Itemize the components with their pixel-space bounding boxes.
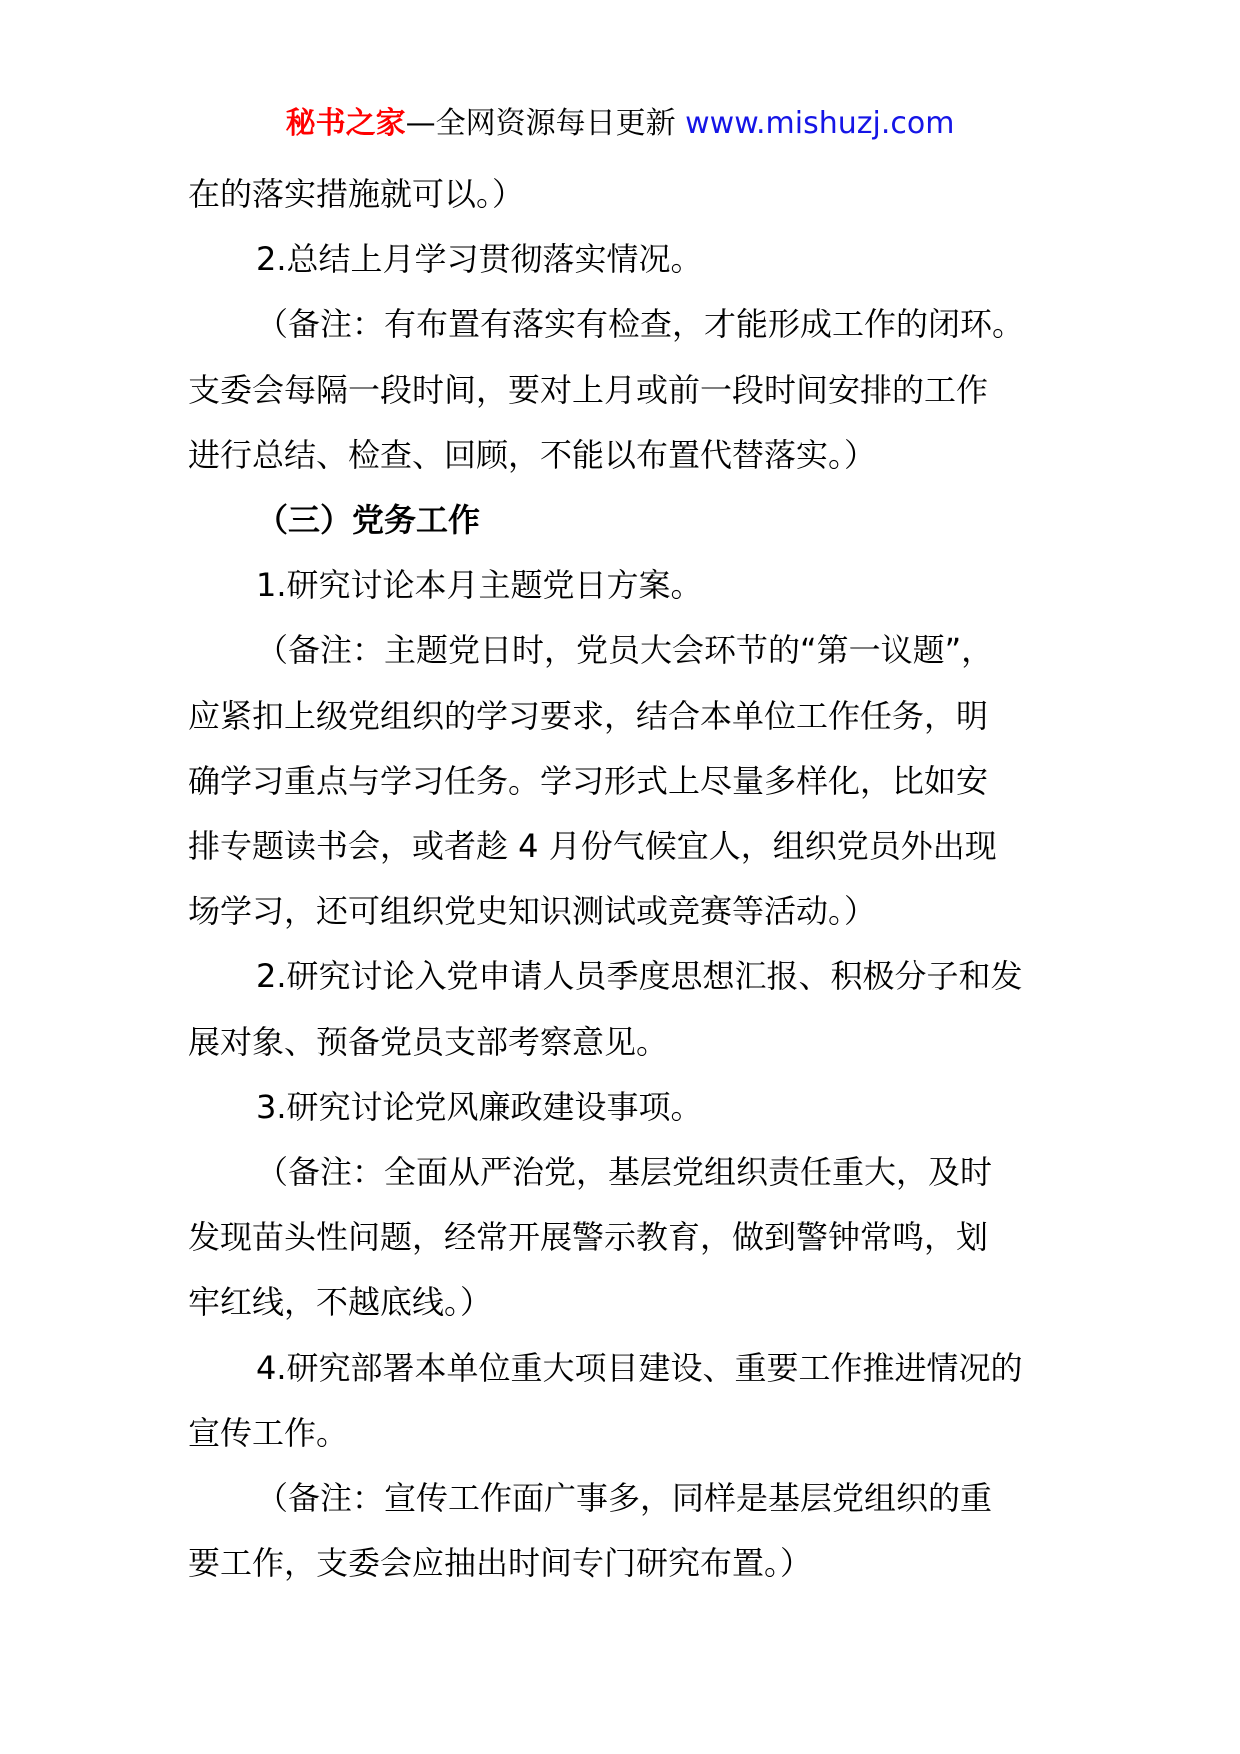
document-body <box>188 162 1068 1596</box>
text-line: 2.研究讨论入党申请人员季度思想汇报、积极分子和发 <box>256 957 1023 996</box>
text-line: 4.研究部署本单位重大项目建设、重要工作推进情况的 <box>256 1348 1023 1387</box>
text-line: 要工作，支委会应抽出时间专门研究布置。） <box>188 1544 813 1583</box>
text-line: 展对象、预备党员支部考察意见。 <box>188 1022 669 1061</box>
text-line: （备注：有布置有落实有检查，才能形成工作的闭环。 <box>256 305 1025 344</box>
text-line: 排专题读书会，或者趁 4 月份气候宜人，组织党员外出现 <box>188 827 997 866</box>
text-line: 牢红线，不越底线。） <box>188 1283 493 1322</box>
text-line: 宣传工作。 <box>188 1413 349 1452</box>
text-line: 确学习重点与学习任务。学习形式上尽量多样化，比如安 <box>188 761 989 800</box>
text-line: 1.研究讨论本月主题党日方案。 <box>256 566 703 605</box>
site-url[interactable]: www.mishuzj.com <box>685 106 955 141</box>
text-line: 2.总结上月学习贯彻落实情况。 <box>256 240 703 279</box>
text-line: 发现苗头性问题，经常开展警示教育，做到警钟常鸣，划 <box>188 1218 989 1257</box>
text-line: （备注：全面从严治党，基层党组织责任重大，及时 <box>256 1153 993 1192</box>
text-line: 场学习，还可组织党史知识测试或竞赛等活动。） <box>188 892 877 931</box>
site-brand: 秘书之家 <box>285 106 406 141</box>
text-line: 在的落实措施就可以。） <box>188 175 525 213</box>
text-line: 支委会每隔一段时间，要对上月或前一段时间安排的工作 <box>188 370 989 409</box>
text-line: （备注：主题党日时，党员大会环节的“第一议题”， <box>256 631 994 670</box>
text-line: （备注：宣传工作面广事多，同样是基层党组织的重 <box>256 1479 993 1518</box>
page-header <box>0 100 1240 148</box>
section-heading: （三）党务工作 <box>256 501 481 540</box>
text-line: 应紧扣上级党组织的学习要求，结合本单位工作任务，明 <box>188 696 989 735</box>
site-tagline: —全网资源每日更新 <box>405 106 686 141</box>
text-line: 进行总结、检查、回顾，不能以布置代替落实。） <box>188 435 877 474</box>
text-line: 3.研究讨论党风廉政建设事项。 <box>256 1087 703 1126</box>
